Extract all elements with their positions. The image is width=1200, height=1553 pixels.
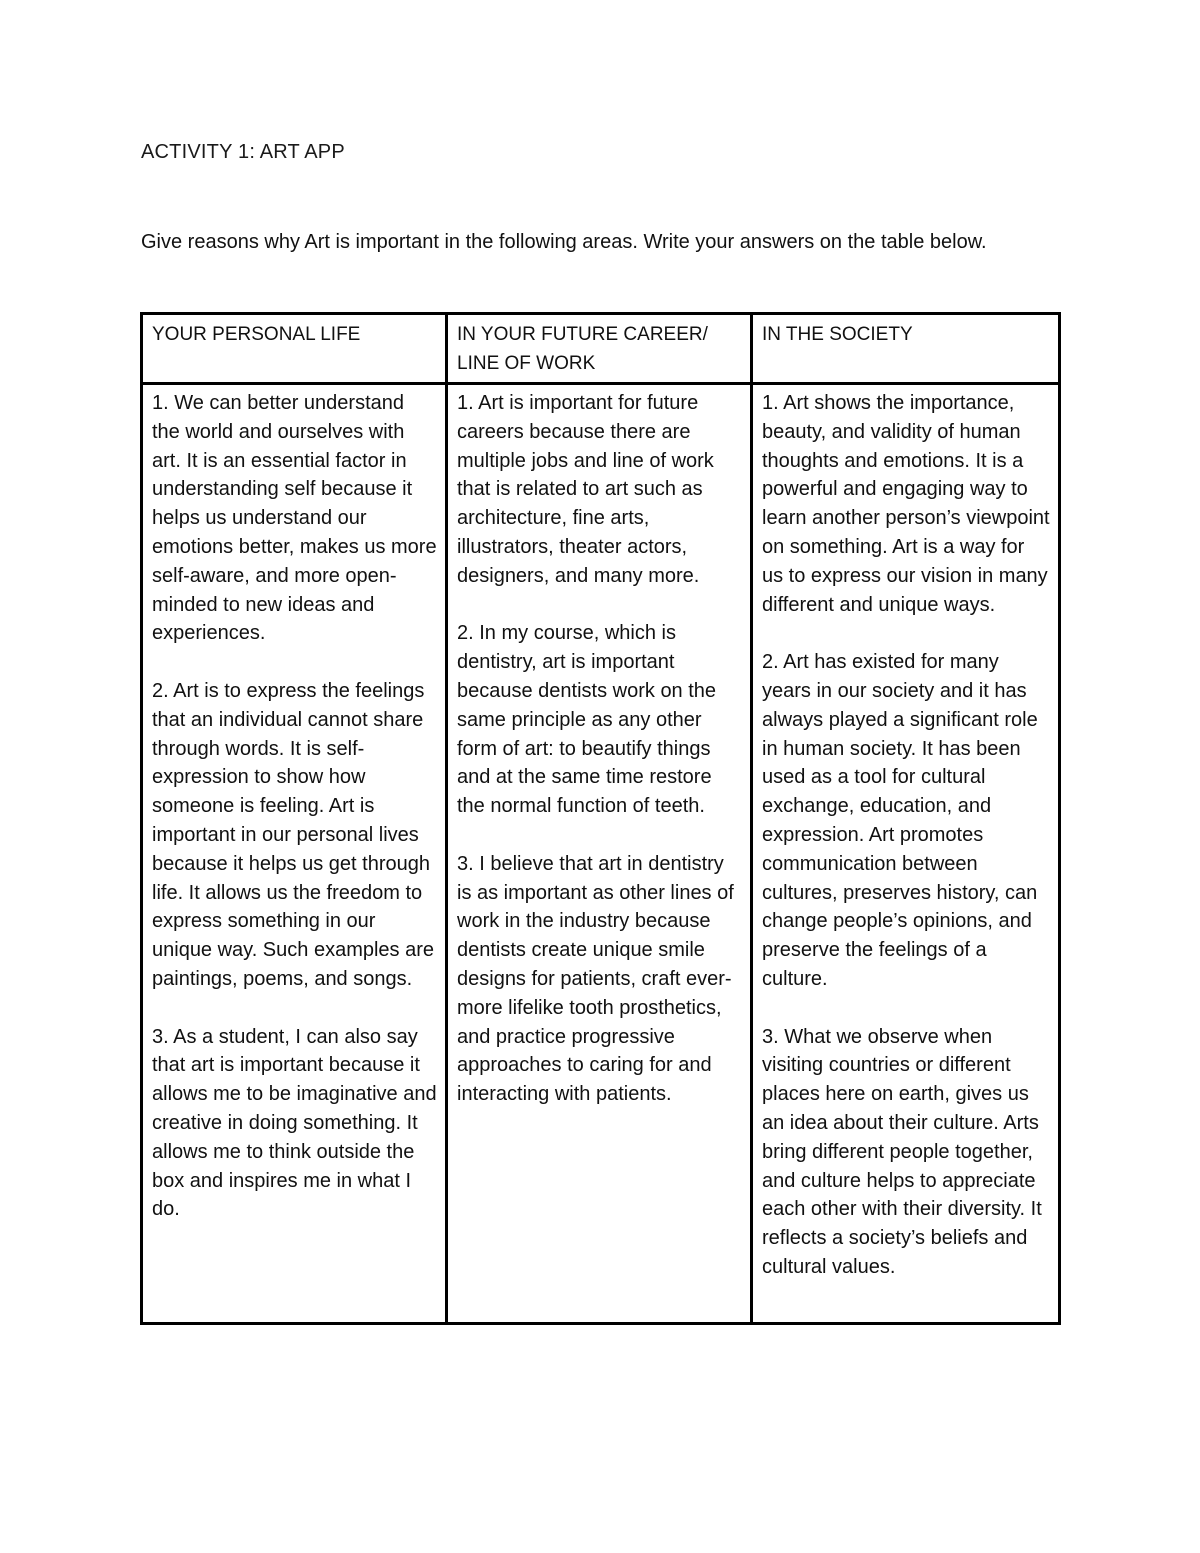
answer-society-1: 1. Art shows the importance, beauty, and validity of human thoughts and emotions. It is a powerful and engaging way to learn another person’s viewpoint on something. Art is a way for us to express our vision in many different and unique ways.: [762, 392, 1050, 616]
answers-society: [752, 384, 1060, 1324]
answer-personal-1: 1. We can better understand the world and ourselves with art. It is an essential factor in understanding self because it helps us understand our emotions better, makes us more self-aware, and more open-minded to new ideas and experiences.: [152, 392, 437, 645]
header-personal-life: YOUR PERSONAL LIFE: [142, 314, 447, 384]
instructions-text: Give reasons why Art is important in the following areas. Write your answers on the table below.: [141, 231, 987, 253]
answer-personal-2: 2. Art is to express the feelings that an individual cannot share through words. It is self-expression to show how someone is feeling. Art is important in our personal lives because it helps us get through life. It allows us the freedom to express something in our unique way. Such examples are paintings, poems, and songs.: [152, 679, 435, 990]
header-society: IN THE SOCIETY: [752, 314, 1060, 384]
answer-table: [140, 312, 1061, 1325]
answer-career-2: 2. In my course, which is dentistry, art is important because dentists work on the same principle as any other form of art: to beautify things and at the same time restore the normal function of teeth.: [457, 622, 717, 818]
answers-personal-life: [142, 384, 447, 1324]
answer-career-3: 3. I believe that art in dentistry is as important as other lines of work in the industry because dentists create unique smile designs for patients, craft ever-more lifelike tooth prosthetics, and practice progressive approaches to caring for and interacting with patients.: [457, 852, 734, 1106]
table-header-row: [142, 314, 1060, 384]
table-answer-row: [142, 384, 1060, 1324]
answer-society-2: 2. Art has existed for many years in our society and it has always played a significant role in human society. It has been used as a tool for cultural exchange, education, and expression. Art promotes communication between cultures, preserves history, can change people’s opinions, and preserve the feelings of a culture.: [762, 651, 1038, 990]
header-future-career: IN YOUR FUTURE CAREER/ LINE OF WORK: [447, 314, 752, 384]
answers-future-career: [447, 384, 752, 1324]
answer-career-1: 1. Art is important for future careers because there are multiple jobs and line of work that is related to art such as architecture, fine arts, illustrators, theater actors, designers, and many more.: [457, 392, 714, 587]
activity-title: ACTIVITY 1: ART APP: [141, 141, 345, 163]
answer-society-3: 3. What we observe when visiting countries or different places here on earth, gives us an idea about their culture. Arts bring different people together, and culture helps to appreciate each other with their diversity. It reflects a society’s beliefs and cultural values.: [762, 1025, 1042, 1278]
answer-personal-3: 3. As a student, I can also say that art is important because it allows me to be imaginative and creative in doing something. It allows me to think outside the box and inspires me in what I do.: [152, 1025, 437, 1221]
